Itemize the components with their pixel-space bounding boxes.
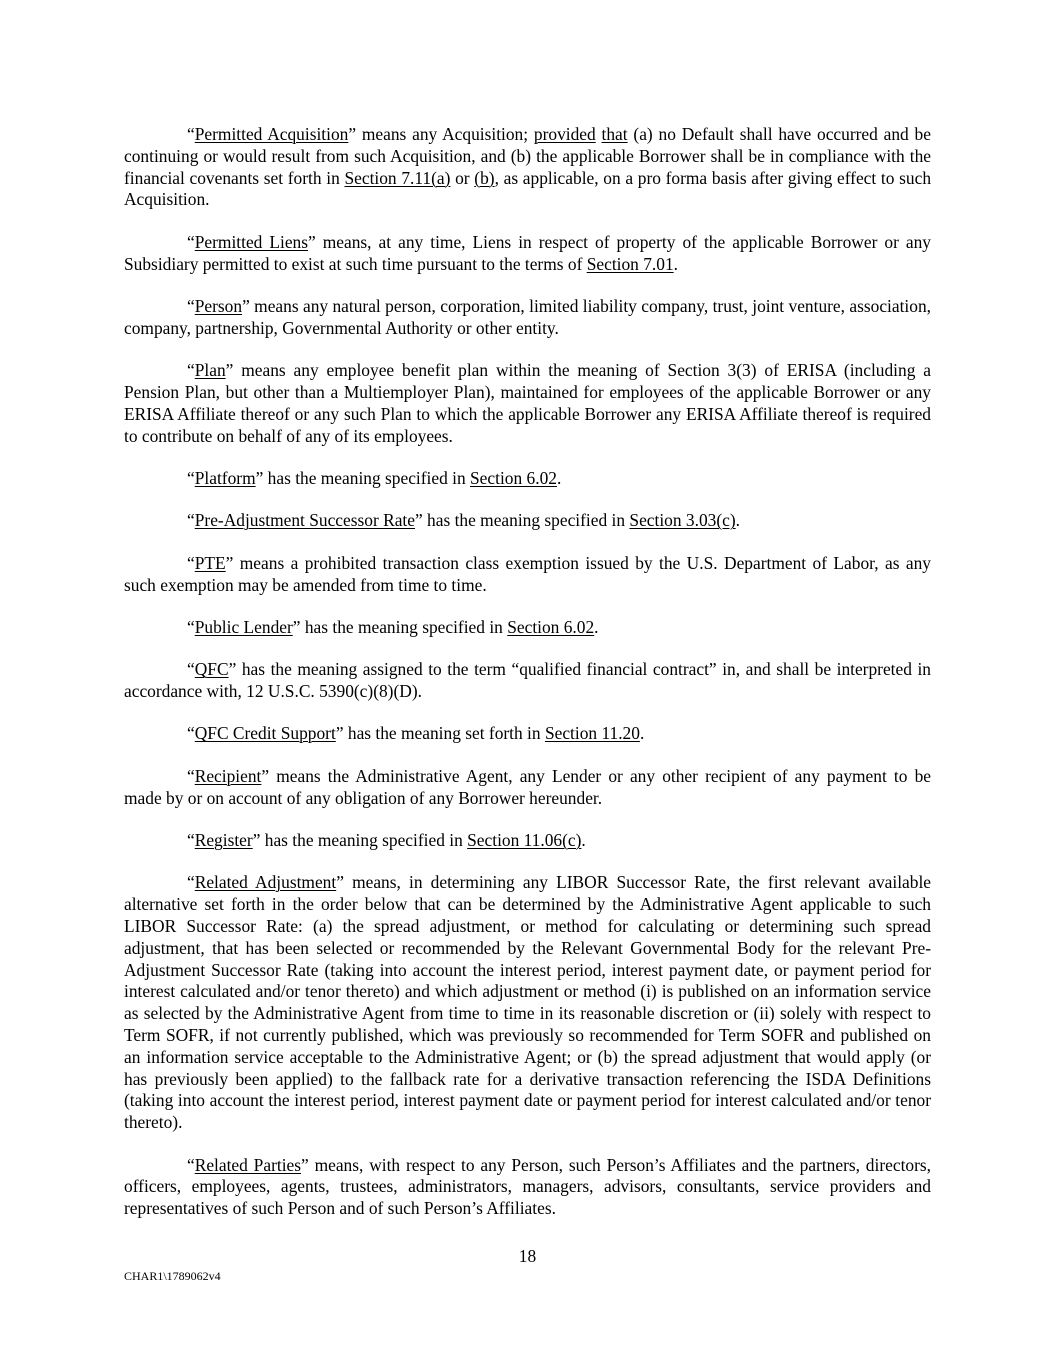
text-segment: ” has the meaning specified in	[252, 830, 468, 851]
text-segment: .	[581, 830, 586, 851]
text-segment: “	[187, 1154, 195, 1175]
definition-paragraph	[124, 360, 931, 447]
underlined-term: Plan	[194, 360, 226, 381]
definition-paragraph	[124, 510, 931, 532]
text-segment: ” means, in determining any LIBOR Successor Rate, the first relevant available alternative set forth in the order below that can be determined by the Administrative Agent applicable to such LIBOR Successor Rate: (a) the spread adjustment, or method for calculating or determining such spread adjustment, that has been selected or recommended by the Relevant Governmental Body for the relevant Pre-Adjustment Successor Rate (taking into account the interest period, interest payment date, or payment period for interest calculated and/or tenor thereto) and which adjustment or method (i) is published on an information service as selected by the Administrative Agent from time to time in its reasonable discretion or (ii) solely with respect to Term SOFR, if not currently published, which was previously so recommended for Term SOFR and published on an information service acceptable to the Administrative Agent; or (b) the spread adjustment that would apply (or has previously been applied) to the fallback rate for a derivative transaction referencing the ISDA Definitions (taking into account the interest period, interest payment date or payment period for interest calculated and/or tenor thereto).	[124, 872, 931, 1133]
text-segment: ” means a prohibited transaction class exemption issued by the U.S. Department of Labor, as any such exemption may be amended from time to time.	[124, 552, 931, 595]
text-segment: or	[450, 167, 475, 188]
text-segment: ” has the meaning set forth in	[335, 723, 545, 744]
definition-paragraph	[124, 124, 931, 211]
text-segment: ” means any employee benefit plan within the meaning of Section 3(3) of ERISA (including a Pension Plan, but other than a Multiemployer Plan), maintained for employees of the applicable Borrower or any ERISA Affiliate thereof or any such Plan to which the applicable Borrower any ERISA Affiliate thereof is required to contribute on behalf of any of its employees.	[124, 360, 931, 446]
underlined-term: Section 6.02	[507, 616, 595, 637]
underlined-term: Register	[194, 830, 253, 851]
text-segment: ” means, at any time, Liens in respect of property of the applicable Borrower or any Subsidiary permitted to exist at such time pursuant to the terms of	[124, 231, 931, 274]
underlined-term: (b)	[474, 167, 495, 188]
definition-paragraph	[124, 553, 931, 597]
definition-paragraph	[124, 659, 931, 703]
underlined-term: provided	[533, 124, 596, 144]
text-segment: ” means any Acquisition;	[348, 124, 534, 144]
underlined-term: Section 11.06(c)	[467, 830, 582, 851]
underlined-term: Section 3.03(c)	[629, 510, 736, 531]
text-segment: “	[187, 295, 195, 316]
underlined-term: Related Adjustment	[194, 872, 337, 893]
text-segment: “	[187, 467, 195, 488]
underlined-term: Permitted Acquisition	[194, 124, 349, 144]
text-segment: “	[187, 765, 195, 786]
document-body	[124, 124, 931, 1220]
definition-paragraph	[124, 872, 931, 1134]
underlined-term: that	[601, 124, 628, 144]
text-segment: .	[673, 253, 679, 274]
definition-paragraph	[124, 766, 931, 810]
text-segment: .	[594, 616, 599, 637]
underlined-term: Pre-Adjustment Successor Rate	[194, 510, 415, 531]
underlined-term: Recipient	[194, 765, 262, 786]
definition-paragraph	[124, 617, 931, 639]
definition-paragraph	[124, 830, 931, 852]
underlined-term: QFC Credit Support	[194, 723, 336, 744]
text-segment: “	[187, 360, 195, 381]
text-segment: ” has the meaning assigned to the term “qualified financial contract” in, and shall be interpreted in accordance with, 12 U.S.C. 5390(c)(8)(D).	[124, 659, 931, 702]
definition-paragraph	[124, 468, 931, 490]
document-id: CHAR1\1789062v4	[124, 1269, 221, 1283]
text-segment: (a) no Default shall have occurred and be continuing or would result from such Acquisition, and (b) the applicable Borrower shall be in compliance with the financial covenants set forth in	[124, 124, 931, 188]
text-segment: “	[187, 830, 195, 851]
text-segment: ” means the Administrative Agent, any Lender or any other recipient of any payment to be made by or on account of any obligation of any Borrower hereunder.	[124, 765, 931, 808]
underlined-term: Section 11.20	[544, 723, 640, 744]
text-segment: ” has the meaning specified in	[255, 467, 471, 488]
definition-paragraph	[124, 296, 931, 340]
text-segment: “	[187, 872, 195, 893]
underlined-term: QFC	[194, 659, 229, 680]
underlined-term: Platform	[194, 467, 256, 488]
text-segment: “	[187, 659, 195, 680]
underlined-term: Person	[194, 295, 243, 316]
underlined-term: Section 7.01	[586, 253, 674, 274]
text-segment: “	[187, 231, 195, 252]
underlined-term: PTE	[194, 552, 226, 573]
text-segment: “	[187, 723, 195, 744]
text-segment: “	[187, 124, 195, 144]
underlined-term: Public Lender	[194, 616, 293, 637]
underlined-term: Permitted Liens	[194, 231, 309, 252]
text-segment: ” means, with respect to any Person, such Person’s Affiliates and the partners, directors, officers, employees, agents, trustees, administrators, managers, advisors, consultants, service providers and representatives of such Person and of such Person’s Affiliates.	[124, 1154, 932, 1219]
definition-paragraph	[124, 232, 931, 276]
text-segment: ” means any natural person, corporation, limited liability company, trust, joint venture, association, company, partnership, Governmental Authority or other entity.	[124, 295, 931, 338]
definition-paragraph	[124, 723, 931, 745]
page-number: 18	[518, 1246, 537, 1266]
text-segment: ” has the meaning specified in	[292, 616, 508, 637]
text-segment: , as applicable, on a pro forma basis after giving effect to such Acquisition.	[124, 167, 932, 210]
text-segment: .	[556, 467, 562, 488]
definition-paragraph	[124, 1155, 931, 1220]
text-segment: ” has the meaning specified in	[414, 510, 630, 531]
text-segment: .	[735, 510, 741, 531]
underlined-term: Related Parties	[194, 1154, 302, 1175]
underlined-term: Section 6.02	[470, 467, 557, 488]
text-segment: .	[639, 723, 645, 744]
text-segment: “	[187, 616, 195, 637]
underlined-term: Section 7.11(a)	[344, 167, 451, 188]
text-segment: “	[187, 552, 195, 573]
text-segment: “	[187, 510, 195, 531]
